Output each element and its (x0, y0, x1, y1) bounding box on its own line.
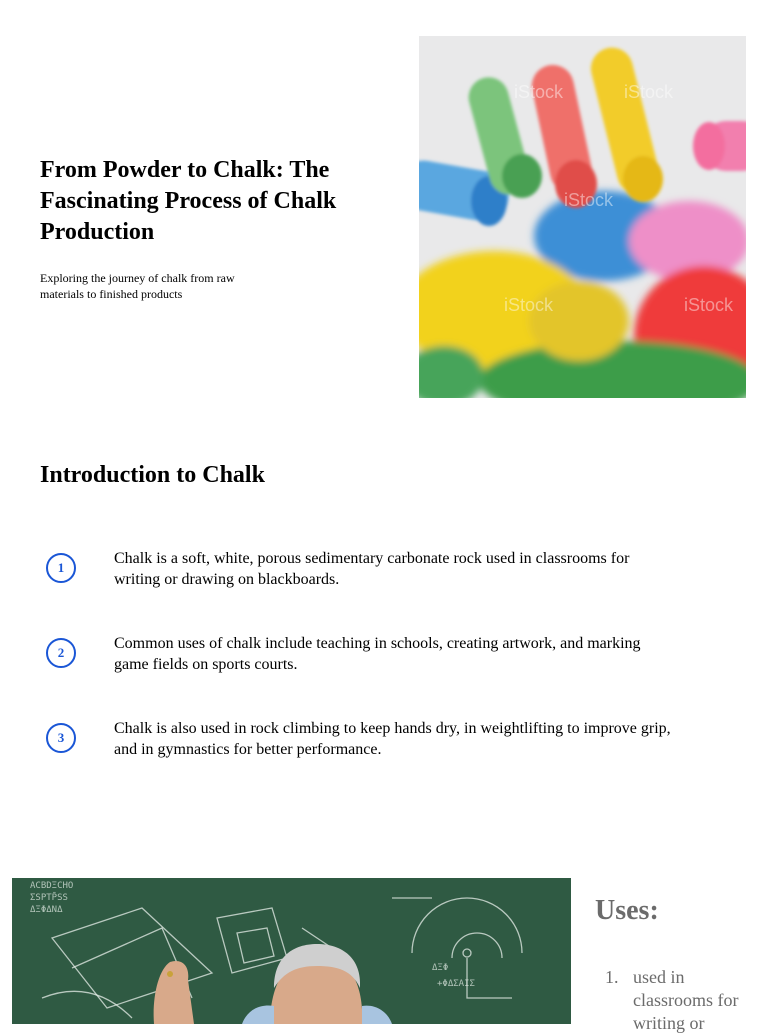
list-item-text: used in classrooms for writing or (633, 967, 739, 1033)
section-title: Introduction to Chalk (40, 462, 265, 488)
number-badge: 2 (46, 638, 76, 668)
number-badge: 3 (46, 723, 76, 753)
page-subtitle: Exploring the journey of chalk from raw materials to finished products (40, 271, 235, 301)
uses-heading: Uses: (595, 895, 659, 926)
watermark-text: iStock (514, 82, 564, 102)
intro-item-text: Chalk is also used in rock climbing to keep hands dry, in weightlifting to improve grip, and in gymnastics for better performance. (114, 720, 671, 758)
svg-text:ACBDΞCHO: ACBDΞCHO (30, 881, 74, 891)
colored-chalk-image (419, 36, 746, 398)
svg-text:ΔΞΦΔΝΔ: ΔΞΦΔΝΔ (30, 905, 63, 915)
svg-text:ΔΞΦ: ΔΞΦ (432, 963, 449, 973)
list-item (605, 966, 765, 1035)
intro-item-text: Chalk is a soft, white, porous sedimentary carbonate rock used in classrooms for writing or drawing on blackboards. (114, 550, 630, 588)
chalkboard-teacher-image (12, 878, 571, 1024)
watermark-text: iStock (504, 295, 554, 315)
page-title: From Powder to Chalk: The Fascinating Process of Chalk Production (40, 157, 337, 245)
list-number: 1. (605, 967, 619, 987)
watermark-text: iStock (624, 82, 674, 102)
watermark-text: iStock (564, 190, 614, 210)
watermark-text: iStock (684, 295, 734, 315)
svg-text:ΣSPTP̄SS: ΣSPTP̄SS (30, 893, 68, 903)
number-badge: 1 (46, 553, 76, 583)
svg-text:+ΦΔΣΑΙΣ: +ΦΔΣΑΙΣ (437, 979, 475, 989)
intro-item-text: Common uses of chalk include teaching in schools, creating artwork, and marking game fields on sports courts. (114, 635, 641, 673)
uses-list (605, 966, 765, 1035)
